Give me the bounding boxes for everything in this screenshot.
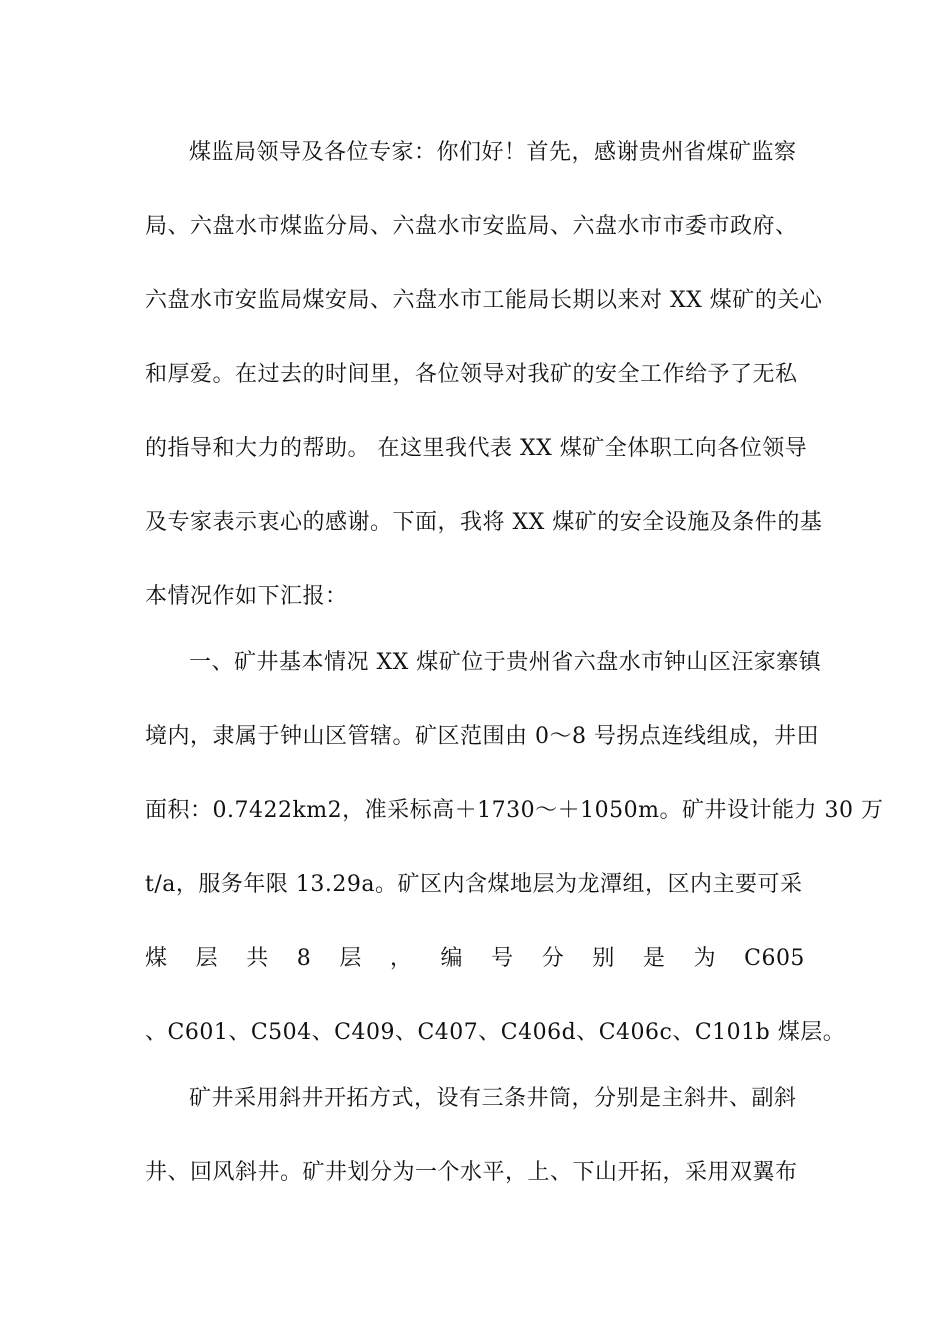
paragraph-1-line-1: 煤监局领导及各位专家：你们好！首先，感谢贵州省煤矿监察 — [189, 140, 797, 165]
spread-token: 号 — [491, 946, 514, 971]
spread-token: 层 — [195, 946, 219, 971]
spread-token: ， — [389, 946, 413, 971]
paragraph-1-line-3: 六盘水市安监局煤安局、六盘水市工能局长期以来对 XX 煤矿的关心 — [145, 288, 823, 313]
spread-token: 编 — [440, 946, 464, 971]
spread-token: 8 — [296, 946, 312, 971]
paragraph-2-line-2: 境内，隶属于钟山区管辖。矿区范围由 0～8 号拐点连线组成，井田 — [145, 724, 819, 749]
spread-token: 为 — [693, 946, 717, 971]
paragraph-1-line-5: 的指导和大力的帮助。 在这里我代表 XX 煤矿全体职工向各位领导 — [145, 436, 808, 461]
paragraph-2-line-6: 、C601、C504、C409、C407、C406d、C406c、C101b 煤层。 — [145, 1020, 846, 1045]
paragraph-2-line-1: 一、矿井基本情况 XX 煤矿位于贵州省六盘水市钟山区汪家寨镇 — [189, 650, 822, 675]
spread-token: 是 — [642, 946, 666, 971]
spread-token: 共 — [246, 946, 269, 971]
paragraph-3-line-2: 井、回风斜井。矿井划分为一个水平，上、下山开拓，采用双翼布 — [145, 1160, 798, 1185]
paragraph-1-line-2: 局、六盘水市煤监分局、六盘水市安监局、六盘水市市委市政府、 — [145, 214, 798, 239]
paragraph-2-line-5-justified — [145, 944, 805, 974]
spread-token: 层 — [339, 946, 362, 971]
paragraph-2-line-4: t/a，服务年限 13.29a。矿区内含煤地层为龙潭组，区内主要可采 — [145, 872, 803, 897]
paragraph-1-line-7: 本情况作如下汇报： — [145, 584, 348, 609]
spread-token: 煤 — [145, 946, 168, 971]
paragraph-1-line-6: 及专家表示衷心的感谢。下面，我将 XX 煤矿的安全设施及条件的基 — [145, 510, 823, 535]
paragraph-3-line-1: 矿井采用斜井开拓方式，设有三条井筒，分别是主斜井、副斜 — [189, 1086, 797, 1111]
spread-token: 别 — [592, 946, 615, 971]
spread-token: C605 — [744, 946, 805, 971]
paragraph-2-line-3: 面积：0.7422km2，准采标高＋1730～＋1050m。矿井设计能力 30 万 — [145, 798, 884, 823]
spread-token: 分 — [541, 946, 565, 971]
paragraph-1-line-4: 和厚爱。在过去的时间里，各位领导对我矿的安全工作给予了无私 — [145, 362, 798, 387]
